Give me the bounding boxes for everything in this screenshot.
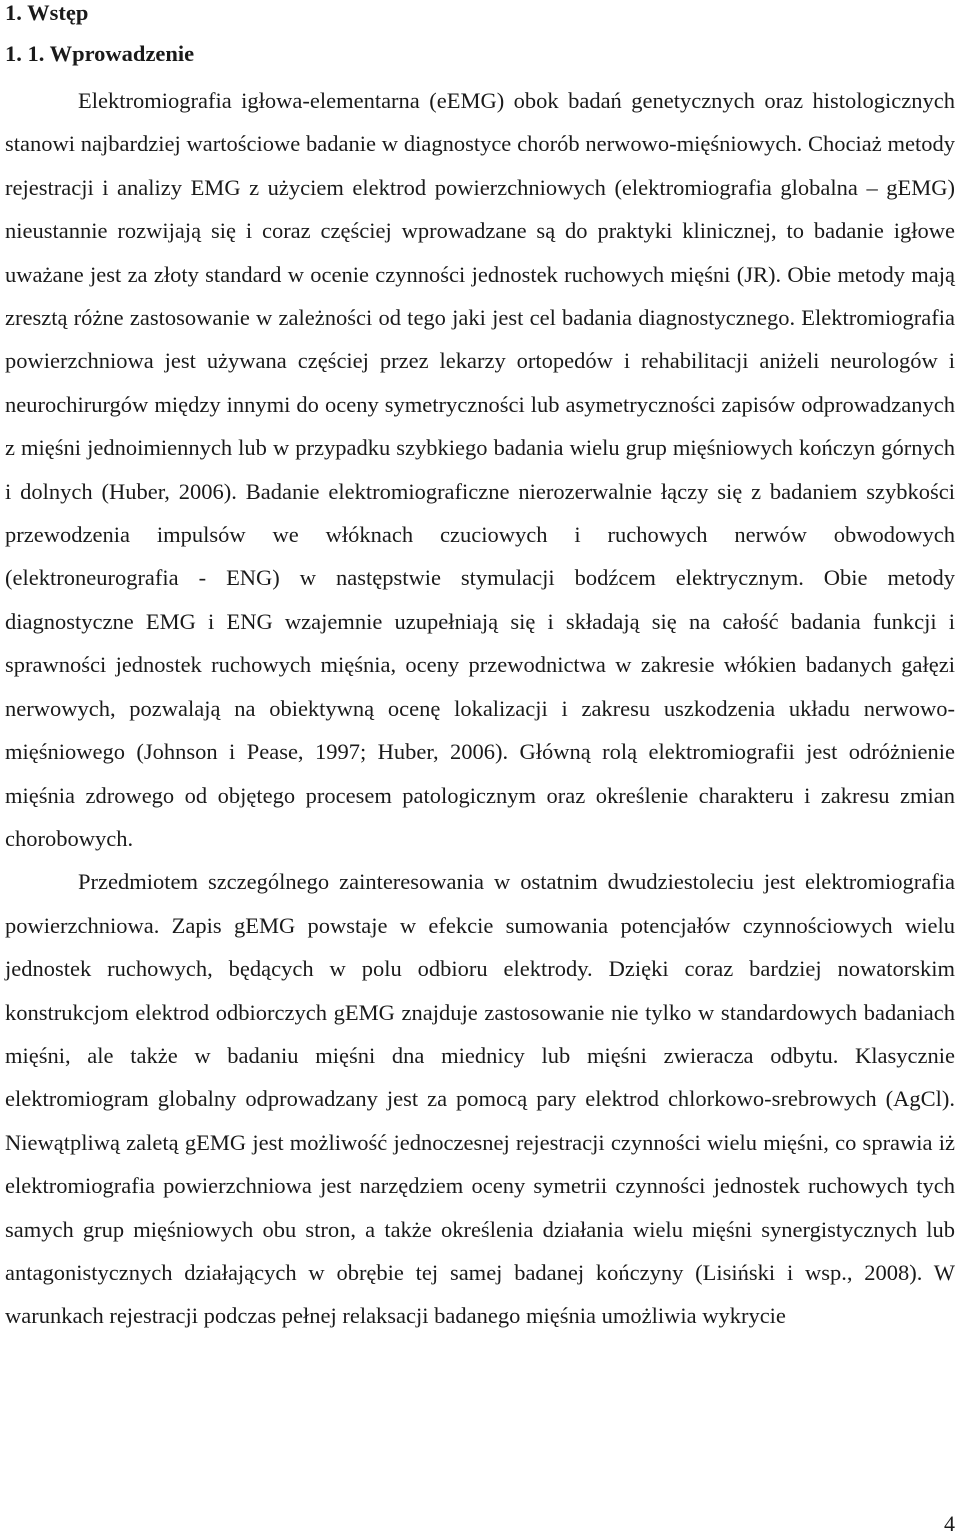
- paragraph: Elektromiografia igłowa-elementarna (eEMG) obok badań genetycznych oraz histologicznych stanowi najbardziej wartościowe badanie w diagnostyce chorób nerwowo-mięśniowych. Chociaż metody rejestracji i analizy EMG z użyciem elektrod powierzchniowych (elektromiografia globalna – gEMG) nieustannie rozwijają się i coraz częściej wprowadzane są do praktyki klinicznej, to badanie igłowe uważane jest za złoty standard w ocenie czynności jednostek ruchowych mięśni (JR). Obie metody mają zresztą różne zastosowanie w zależności od tego jaki jest cel badania diagnostycznego. Elektromiografia powierzchniowa jest używana częściej przez lekarzy ortopedów i rehabilitacji aniżeli neurologów i neurochirurgów między innymi do oceny symetryczności lub asymetryczności zapisów odprowadzanych z mięśni jednoimiennych lub w przypadku szybkiego badania wielu grup mięśniowych kończyn górnych i dolnych (Huber, 2006). Badanie elektromiograficzne nierozerwalnie łączy się z badaniem szybkości przewodzenia impulsów we włóknach czuciowych i ruchowych nerwów obwodowych (elektroneurografia - ENG) w następstwie stymulacji bodźcem elektrycznym. Obie metody diagnostyczne EMG i ENG wzajemnie uzupełniają się i składają się na całość badania funkcji i sprawności jednostek ruchowych mięśnia, oceny przewodnictwa w zakresie włókien badanych gałęzi nerwowych, pozwalają na obiektywną ocenę lokalizacji i zakresu uszkodzenia układu nerwowo-mięśniowego (Johnson i Pease, 1997; Huber, 2006). Główną rolą elektromiografii jest odróżnienie mięśnia zdrowego od objętego procesem patologicznym oraz określenie charakteru i zakresu zmian chorobowych.: [5, 88, 955, 851]
- page-number: 4: [944, 1511, 955, 1536]
- body-text: [5, 79, 955, 1338]
- subsection-heading: 1. 1. Wprowadzenie: [5, 41, 195, 66]
- section-heading: 1. Wstęp: [5, 0, 89, 25]
- paragraph: Przedmiotem szczególnego zainteresowania w ostatnim dwudziestoleciu jest elektromiografia powierzchniowa. Zapis gEMG powstaje w efekcie sumowania potencjałów czynnościowych wielu jednostek ruchowych, będących w polu odbioru elektrody. Dzięki coraz bardziej nowatorskim konstrukcjom elektrod odbiorczych gEMG znajduje zastosowanie nie tylko w standardowych badaniach mięśni, ale także w badaniu mięśni dna miednicy lub mięśni zwieracza odbytu. Klasycznie elektromiogram globalny odprowadzany jest za pomocą pary elektrod chlorkowo-srebrowych (AgCl). Niewątpliwą zaletą gEMG jest możliwość jednoczesnej rejestracji czynności wielu mięśni, co sprawia iż elektromiografia powierzchniowa jest narzędziem oceny symetrii czynności jednostek ruchowych tych samych grup mięśniowych obu stron, a także określenia działania wielu mięśni synergistycznych lub antagonistycznych działających w obrębie tej samej badanej kończyny (Lisiński i wsp., 2008). W warunkach rejestracji podczas pełnej relaksacji badanego mięśnia umożliwia wykrycie: [5, 869, 955, 1329]
